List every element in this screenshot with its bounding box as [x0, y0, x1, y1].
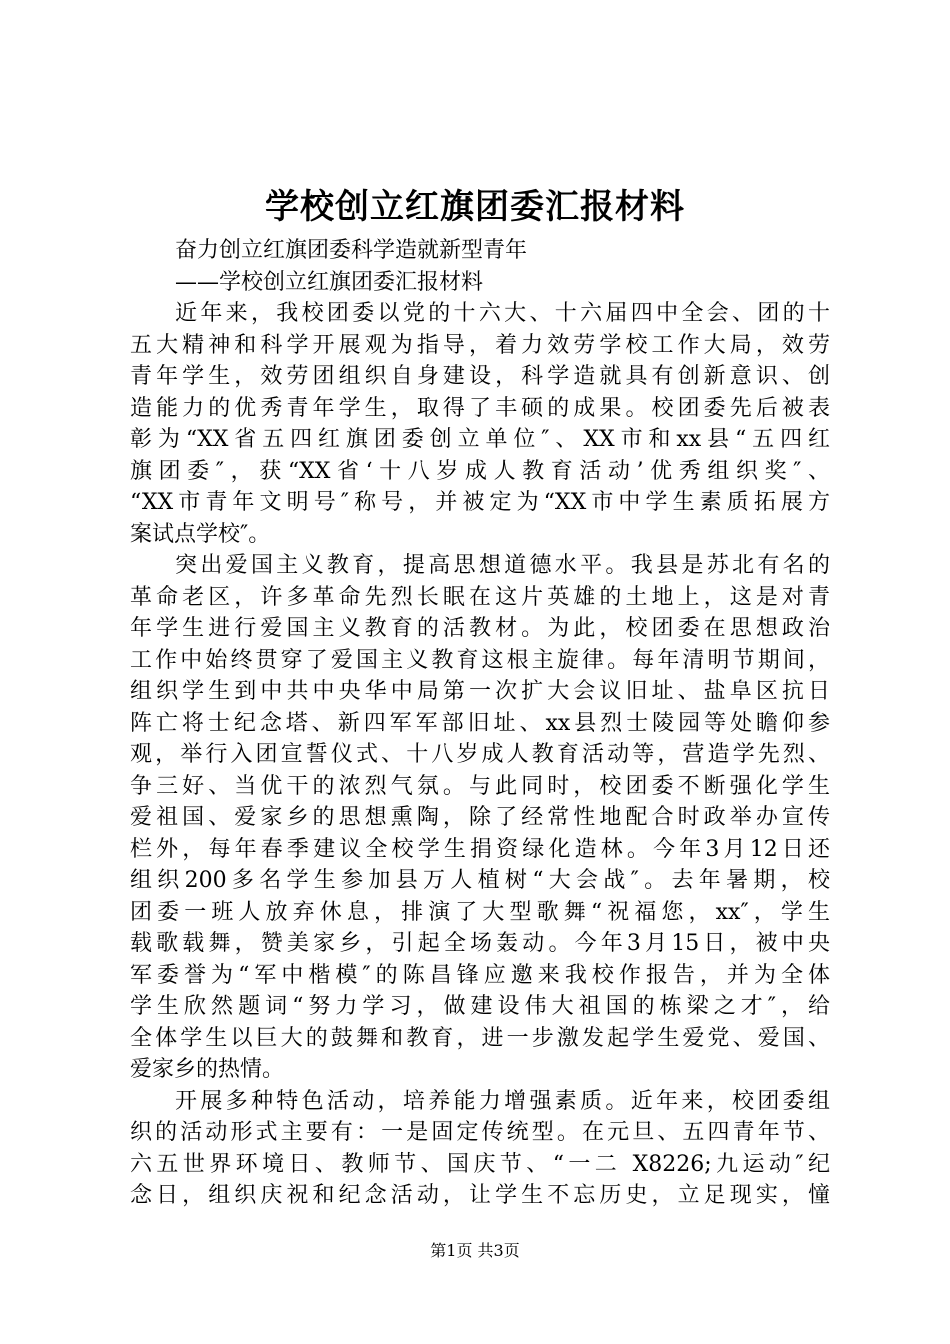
body-line: 爱祖国、爱家乡的思想熏陶，除了经常性地配合时政举办宣传 [130, 805, 830, 830]
body-line: 组织学生到中共中央华中局第一次扩大会议旧址、盐阜区抗日 [130, 679, 830, 704]
document-body [130, 235, 830, 1212]
body-line: 争三好、当优干的浓烈气氛。与此同时，校团委不断强化学生 [130, 773, 830, 799]
body-line: 工作中始终贯穿了爱国主义教育这根主旋律。每年清明节期间， [130, 647, 830, 673]
body-line: 载歌载舞，赞美家乡，引起全场轰动。今年3月15日，被中央 [130, 931, 830, 956]
body-line: ——学校创立红旗团委汇报材料 [175, 269, 484, 295]
body-line: 念日，组织庆祝和纪念活动，让学生不忘历史，立足现实，憧 [130, 1183, 830, 1208]
page-footer: 第1页 共3页 [430, 1241, 520, 1260]
body-line: 案试点学校″。 [130, 521, 271, 547]
body-line: 革命老区，许多革命先烈长眠在这片英雄的土地上，这是对青 [130, 584, 830, 610]
document-title: 学校创立红旗团委汇报材料 [265, 187, 685, 227]
body-line: 学生欣然题词“努力学习，做建设伟大祖国的栋梁之才″，给 [130, 994, 830, 1019]
body-line: 军委誉为“军中楷模″的陈昌锋应邀来我校作报告，并为全体 [130, 962, 830, 988]
body-line: 爱家乡的热情。 [130, 1057, 285, 1082]
body-line: 青年学生，效劳团组织自身建设，科学造就具有创新意识、创 [130, 364, 830, 389]
body-line: 织的活动形式主要有：一是固定传统型。在元旦、五四青年节、 [130, 1120, 830, 1145]
body-line: 六五世界环境日、教师节、国庆节、“一二 X8226;九运动″纪 [130, 1151, 830, 1177]
body-line: 阵亡将士纪念塔、新四军军部旧址、xx县烈士陵园等处瞻仰参 [130, 710, 830, 736]
body-line: 奋力创立红旗团委科学造就新型青年 [175, 238, 528, 263]
body-line: 开展多种特色活动，培养能力增强素质。近年来，校团委组 [175, 1088, 830, 1114]
body-line: 彰为“XX省五四红旗团委创立单位″、XX市和xx县“五四红 [130, 427, 830, 452]
body-line: 突出爱国主义教育，提高思想道德水平。我县是苏北有名的 [175, 553, 830, 578]
body-line: 观，举行入团宣誓仪式、十八岁成人教育活动等，营造学先烈、 [130, 742, 830, 767]
body-line: 造能力的优秀青年学生，取得了丰硕的成果。校团委先后被表 [130, 395, 830, 421]
body-line: “XX市青年文明号″称号，并被定为“XX市中学生素质拓展方 [130, 490, 830, 515]
body-line: 栏外，每年春季建议全校学生捐资绿化造林。今年3月12日还 [130, 836, 830, 862]
body-line: 五大精神和科学开展观为指导，着力效劳学校工作大局，效劳 [130, 332, 830, 358]
body-line: 近年来，我校团委以党的十六大、十六届四中全会、团的十 [175, 301, 830, 326]
body-line: 团委一班人放弃休息，排演了大型歌舞“祝福您，xx″，学生 [130, 899, 830, 925]
body-line: 年学生进行爱国主义教育的活教材。为此，校团委在思想政治 [130, 616, 830, 641]
body-line: 旗团委″，获“XX省‘十八岁成人教育活动’优秀组织奖″、 [130, 458, 830, 484]
body-line: 全体学生以巨大的鼓舞和教育，进一步激发起学生爱党、爱国、 [130, 1025, 830, 1051]
body-line: 组织200多名学生参加县万人植树“大会战″。去年暑期，校 [130, 868, 830, 893]
